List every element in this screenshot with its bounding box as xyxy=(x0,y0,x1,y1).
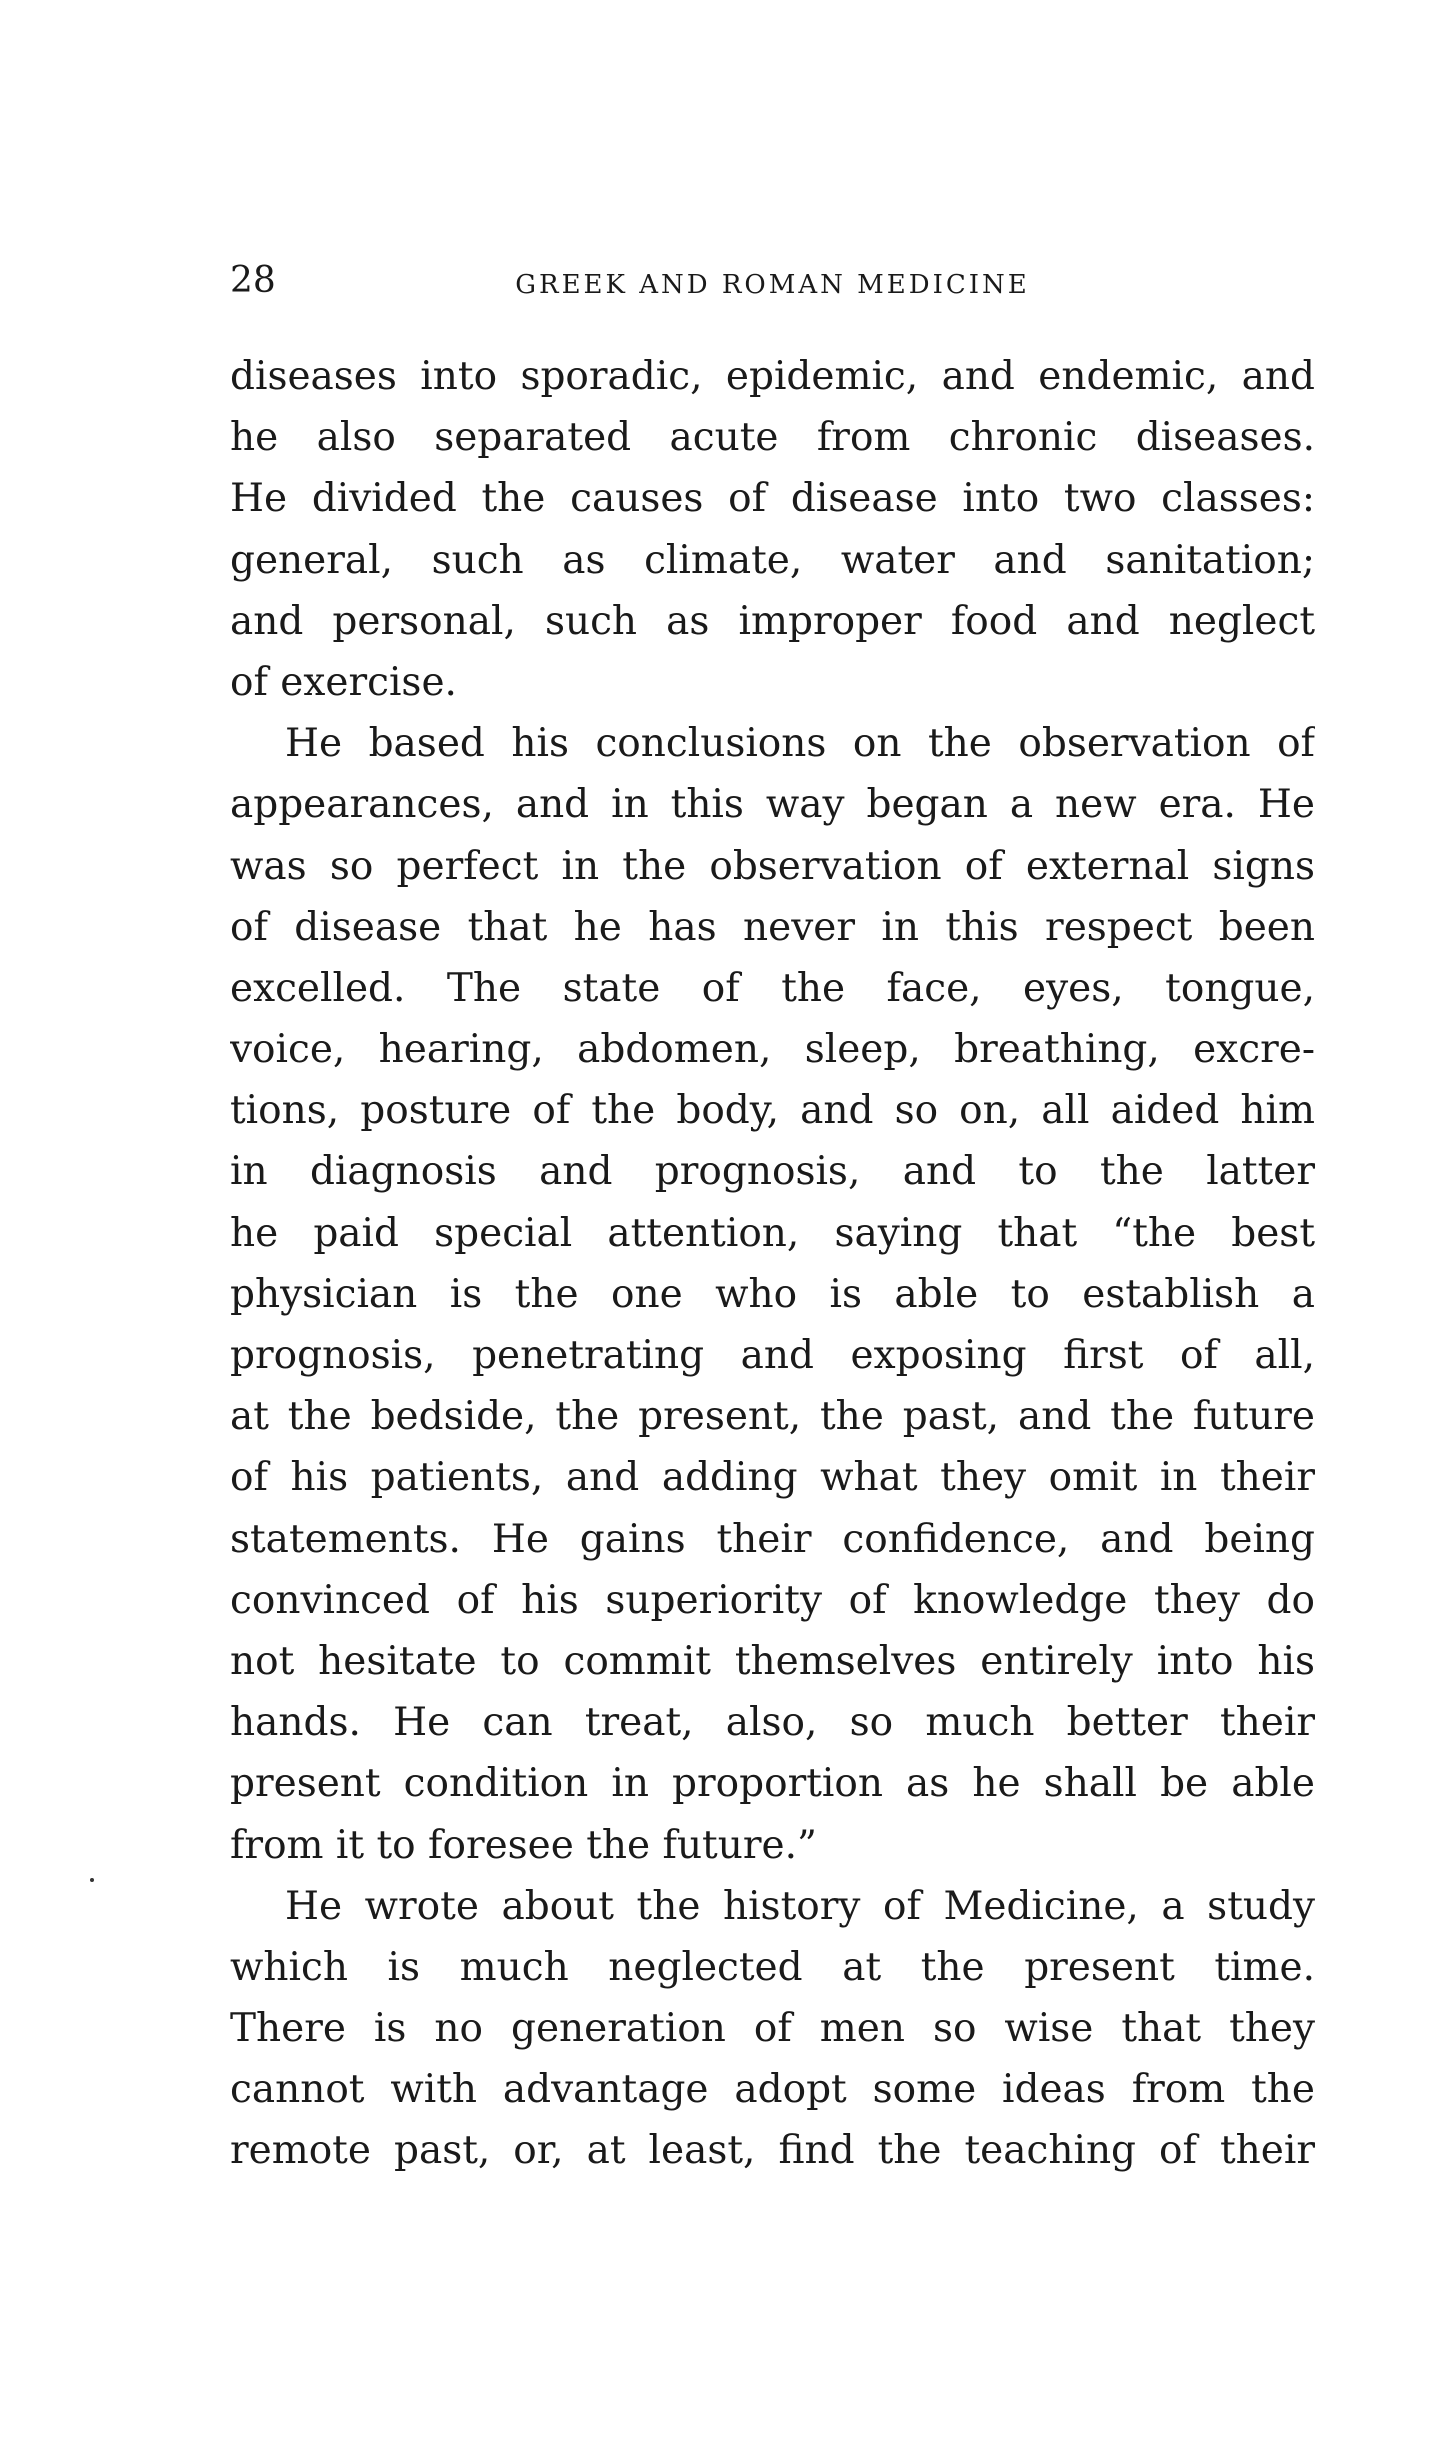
text-line: tions, posture of the body, and so on, all aided him xyxy=(230,1088,1315,1134)
text-line: cannot with advantage adopt some ideas from the xyxy=(230,2067,1315,2113)
text-line: he also separated acute from chronic diseases. xyxy=(230,415,1315,461)
text-line: of exercise. xyxy=(230,659,457,705)
text-line: He wrote about the history of Medicine, a study xyxy=(285,1883,1315,1929)
text-line: present condition in proportion as he shall be able xyxy=(230,1761,1315,1807)
running-head: GREEK AND ROMAN MEDICINE xyxy=(515,270,1030,300)
text-line: which is much neglected at the present time. xyxy=(230,1944,1315,1990)
text-line: voice, hearing, abdomen, sleep, breathing, excre- xyxy=(230,1027,1315,1073)
text-line: excelled. The state of the face, eyes, tongue, xyxy=(230,965,1315,1011)
body-text xyxy=(230,346,1315,2182)
text-line: He based his conclusions on the observation of xyxy=(285,721,1315,767)
text-line: and personal, such as improper food and neglect xyxy=(230,598,1315,644)
text-line: at the bedside, the present, the past, and the future xyxy=(230,1394,1315,1440)
text-line: not hesitate to commit themselves entirely into his xyxy=(230,1638,1315,1684)
text-line: There is no generation of men so wise that they xyxy=(230,2006,1315,2052)
text-line: hands. He can treat, also, so much better their xyxy=(230,1700,1315,1746)
text-line: convinced of his superiority of knowledge they do xyxy=(230,1577,1315,1623)
text-line: physician is the one who is able to establish a xyxy=(230,1271,1315,1317)
text-line: from it to foresee the future.” xyxy=(230,1822,817,1868)
page-number: 28 xyxy=(230,260,276,301)
text-line: He divided the causes of disease into two classes: xyxy=(230,476,1315,522)
text-line: of his patients, and adding what they omit in their xyxy=(230,1455,1315,1501)
margin-speck xyxy=(90,1878,94,1882)
text-line: in diagnosis and prognosis, and to the latter xyxy=(230,1149,1315,1195)
text-line: prognosis, penetrating and exposing first of all, xyxy=(230,1333,1315,1378)
text-line: he paid special attention, saying that “the best xyxy=(230,1210,1315,1256)
text-line: general, such as climate, water and sanitation; xyxy=(230,537,1315,583)
text-line: diseases into sporadic, epidemic, and endemic, and xyxy=(230,354,1315,399)
text-line: was so perfect in the observation of external signs xyxy=(230,843,1315,889)
text-line: of disease that he has never in this respect been xyxy=(230,904,1315,950)
text-line: remote past, or, at least, find the teaching of their xyxy=(230,2128,1315,2174)
text-line: statements. He gains their confidence, and being xyxy=(230,1516,1315,1562)
text-line: appearances, and in this way began a new era. He xyxy=(230,782,1315,828)
page-header xyxy=(230,256,1315,306)
